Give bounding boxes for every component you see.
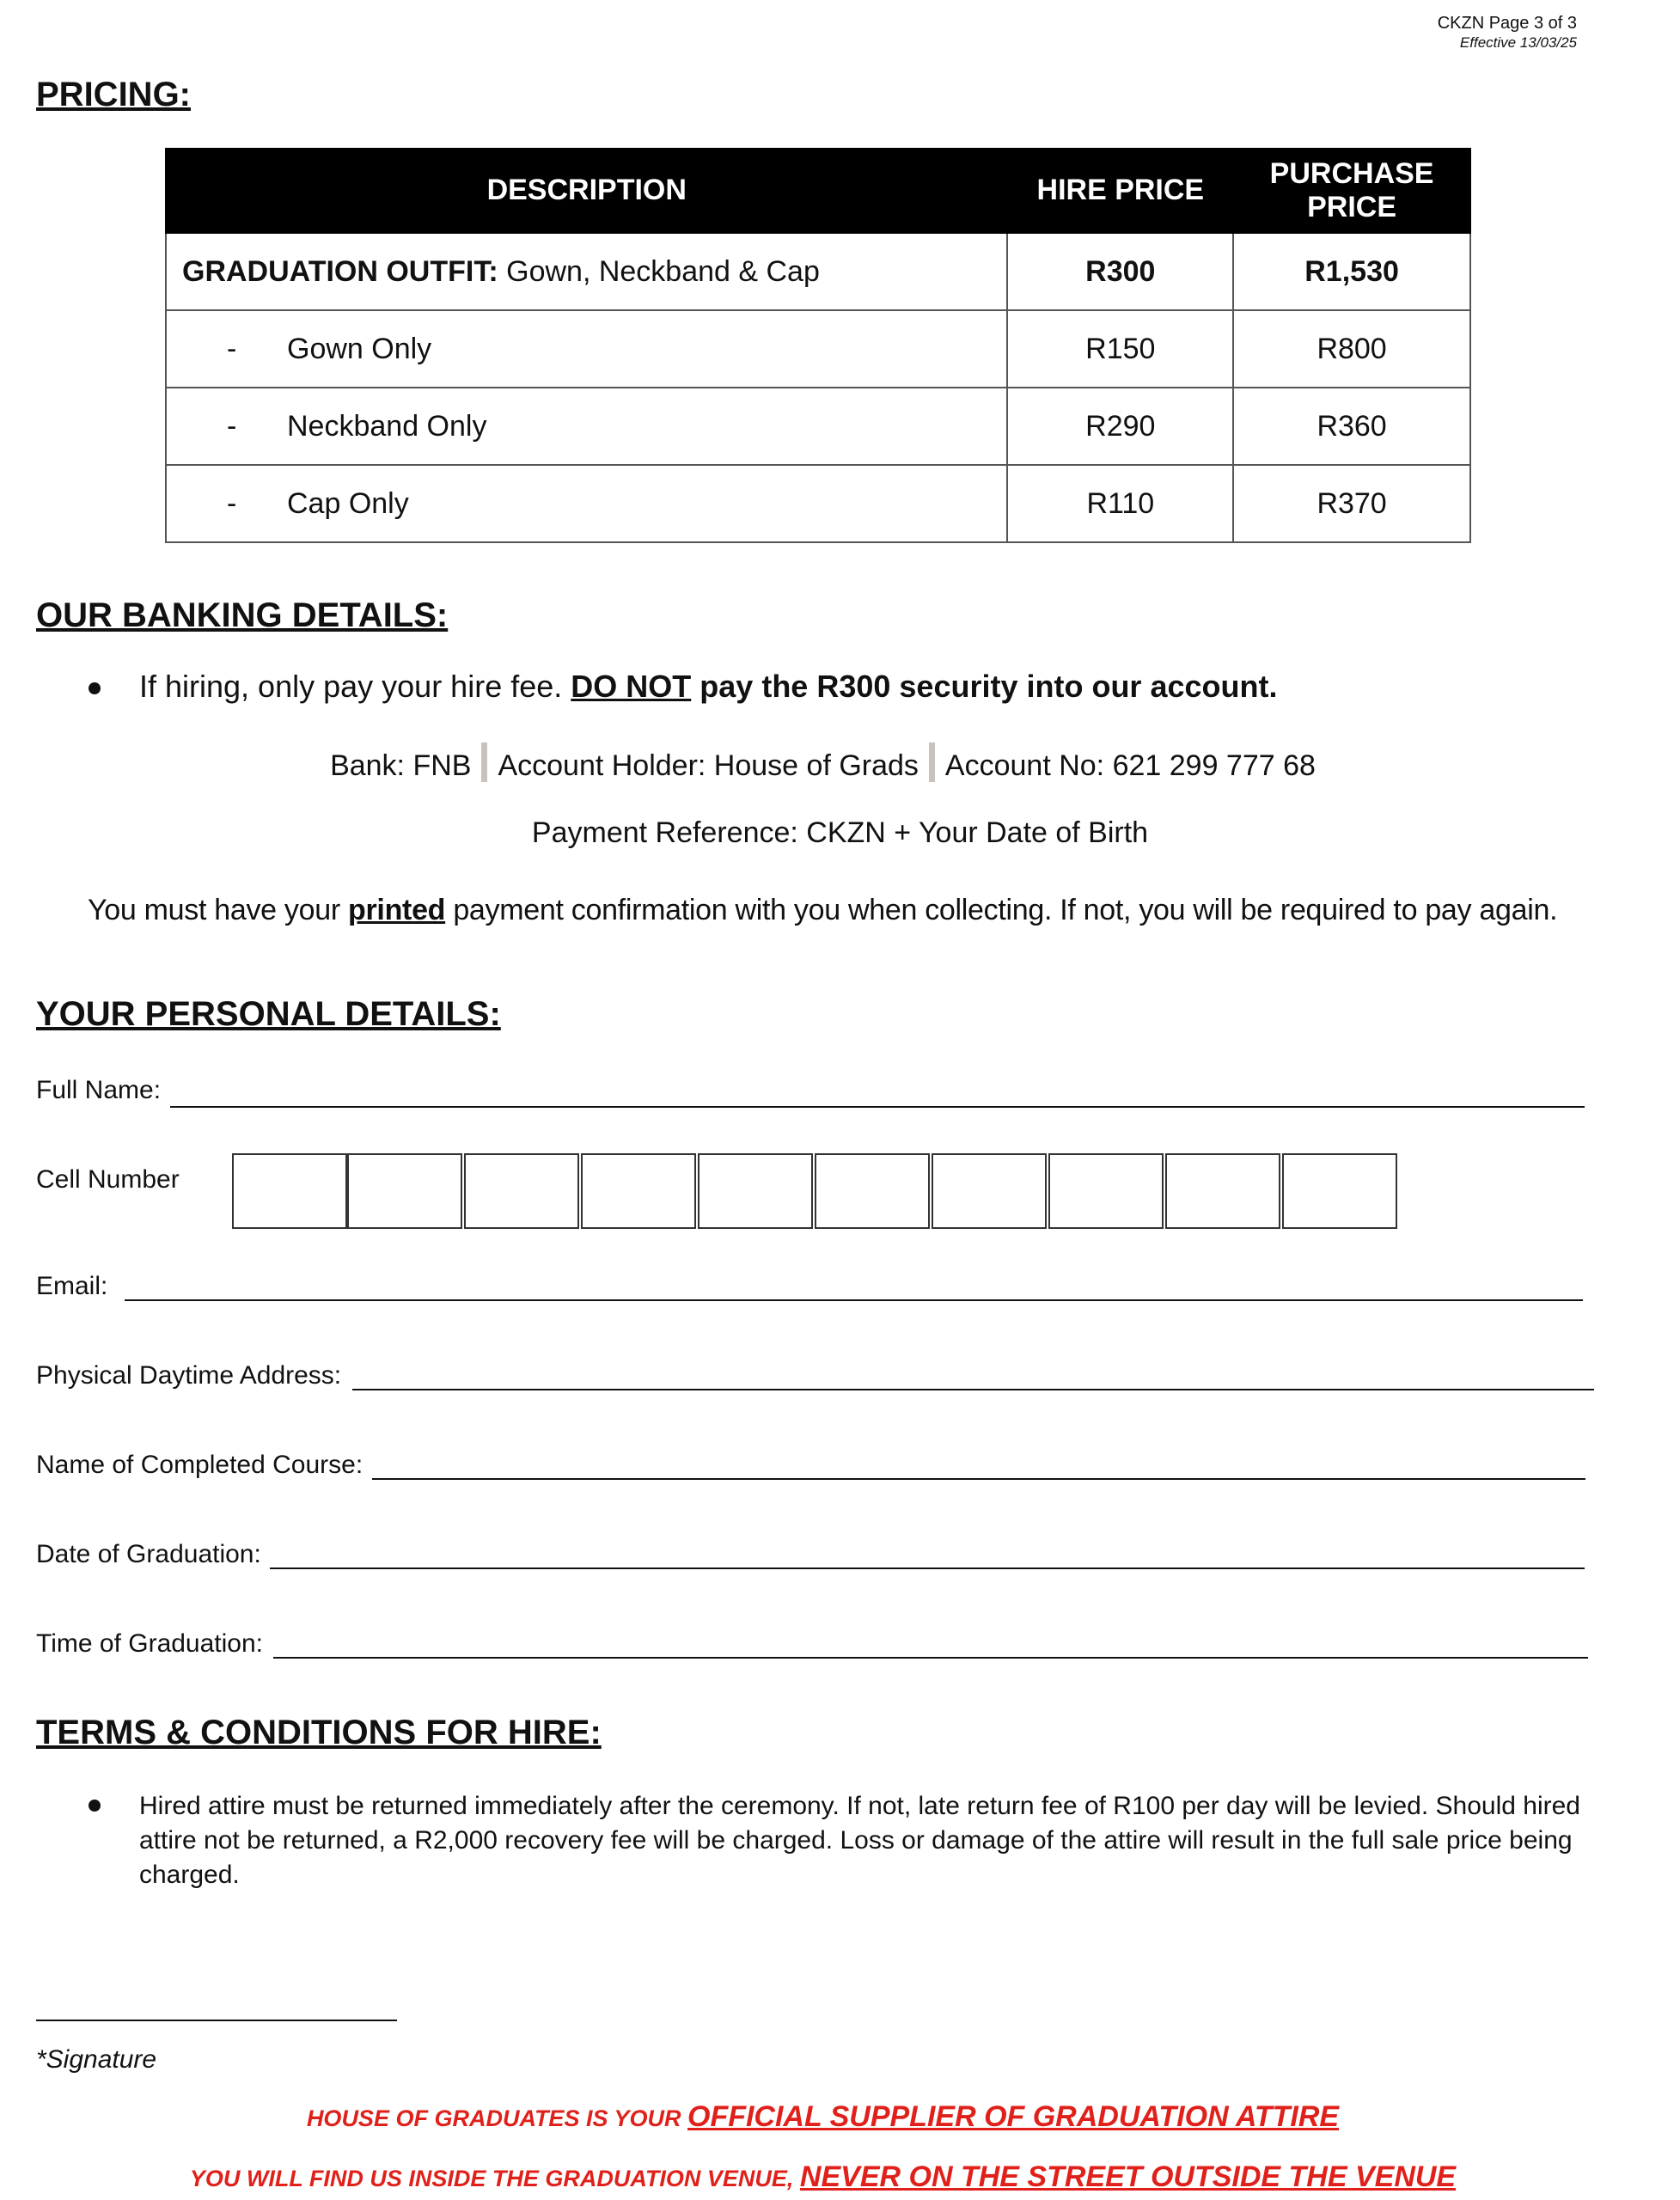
grad-date-field[interactable] xyxy=(270,1568,1585,1569)
cell-digit-box[interactable] xyxy=(1282,1153,1397,1229)
personal-title: YOUR PERSONAL DETAILS: xyxy=(36,995,501,1033)
cell-digit-box[interactable] xyxy=(932,1153,1047,1229)
pricing-title: PRICING: xyxy=(36,76,191,113)
footer-line-1: HOUSE OF GRADUATES IS YOUR OFFICIAL SUPPLIER OF GRADUATION ATTIRE xyxy=(306,2100,1340,2133)
row-hire: R290 xyxy=(1007,388,1233,465)
pricing-table xyxy=(165,148,1471,543)
grad-time-label: Time of Graduation: xyxy=(36,1629,264,1658)
signature-field[interactable] xyxy=(36,2020,397,2021)
outfit-description: GRADUATION OUTFIT: Gown, Neckband & Cap xyxy=(166,233,1007,310)
footer-line-2: YOU WILL FIND US INSIDE THE GRADUATION VENUE, NEVER ON THE STREET OUTSIDE THE VENUE xyxy=(189,2160,1457,2193)
full-name-field[interactable] xyxy=(170,1106,1585,1108)
col-purchase-price: PURCHASE PRICE xyxy=(1233,149,1470,233)
course-field[interactable] xyxy=(372,1478,1585,1480)
outfit-hire: R300 xyxy=(1007,233,1233,310)
address-label: Physical Daytime Address: xyxy=(36,1361,342,1390)
effective-date: Effective 13/03/25 xyxy=(1459,34,1577,51)
cell-digit-box[interactable] xyxy=(464,1153,579,1229)
cell-digit-box[interactable] xyxy=(698,1153,813,1229)
banking-title: OUR BANKING DETAILS: xyxy=(36,596,449,634)
table-row: - Gown Only R150 R800 xyxy=(166,310,1470,388)
table-row: - Cap Only R110 R370 xyxy=(166,465,1470,542)
row-hire: R110 xyxy=(1007,465,1233,542)
grad-time-field[interactable] xyxy=(273,1657,1588,1659)
signature-label: *Signature xyxy=(36,2045,157,2074)
row-hire: R150 xyxy=(1007,310,1233,388)
separator xyxy=(929,742,935,782)
banking-bullet: If hiring, only pay your hire fee. DO NOT pay the R300 security into our account. xyxy=(139,669,1278,704)
bullet-icon xyxy=(89,1800,101,1812)
email-label: Email: xyxy=(36,1272,108,1300)
email-field[interactable] xyxy=(125,1299,1583,1301)
row-purchase: R370 xyxy=(1233,465,1470,542)
row-description: Cap Only xyxy=(287,486,409,520)
course-label: Name of Completed Course: xyxy=(36,1451,363,1479)
payment-notice: You must have your printed payment confirmation with you when collecting. If not, you will be required to pay again. xyxy=(88,894,1558,926)
cell-digit-box[interactable] xyxy=(347,1153,462,1229)
account-number: Account No: 621 299 777 68 xyxy=(944,749,1316,782)
grad-date-label: Date of Graduation: xyxy=(36,1540,261,1568)
cell-digit-box[interactable] xyxy=(581,1153,696,1229)
bank-name: Bank: FNB xyxy=(330,749,472,782)
outfit-purchase: R1,530 xyxy=(1233,233,1470,310)
table-row: - Neckband Only R290 R360 xyxy=(166,388,1470,465)
cell-digit-box[interactable] xyxy=(232,1153,347,1229)
cell-digit-box[interactable] xyxy=(1165,1153,1280,1229)
bullet-icon xyxy=(89,682,101,694)
address-field[interactable] xyxy=(352,1389,1594,1390)
separator xyxy=(481,742,487,782)
page-info: CKZN Page 3 of 3 xyxy=(1437,14,1577,33)
row-description: Neckband Only xyxy=(287,409,487,443)
col-hire-price: HIRE PRICE xyxy=(1007,149,1233,233)
pricing-header-row xyxy=(166,149,1470,233)
terms-text: Hired attire must be returned immediately after the ceremony. If not, late return fee of R100 per day will be levied. Should hired attire not be returned, a R2,000 recovery fee will be charged. Loss or damage of the attire will result in the full sale price being charged. xyxy=(139,1792,1580,1889)
table-row xyxy=(166,233,1470,310)
account-holder: Account Holder: House of Grads xyxy=(498,749,919,782)
terms-title: TERMS & CONDITIONS FOR HIRE: xyxy=(36,1714,602,1751)
full-name-label: Full Name: xyxy=(36,1076,162,1104)
row-purchase: R800 xyxy=(1233,310,1470,388)
col-description: DESCRIPTION xyxy=(166,149,1007,233)
row-description: Gown Only xyxy=(287,332,432,365)
bank-details xyxy=(0,748,1680,787)
cell-digit-box[interactable] xyxy=(815,1153,930,1229)
payment-reference: Payment Reference: CKZN + Your Date of Birth xyxy=(531,816,1149,849)
cell-number-label: Cell Number xyxy=(36,1165,180,1194)
cell-digit-box[interactable] xyxy=(1048,1153,1164,1229)
row-purchase: R360 xyxy=(1233,388,1470,465)
